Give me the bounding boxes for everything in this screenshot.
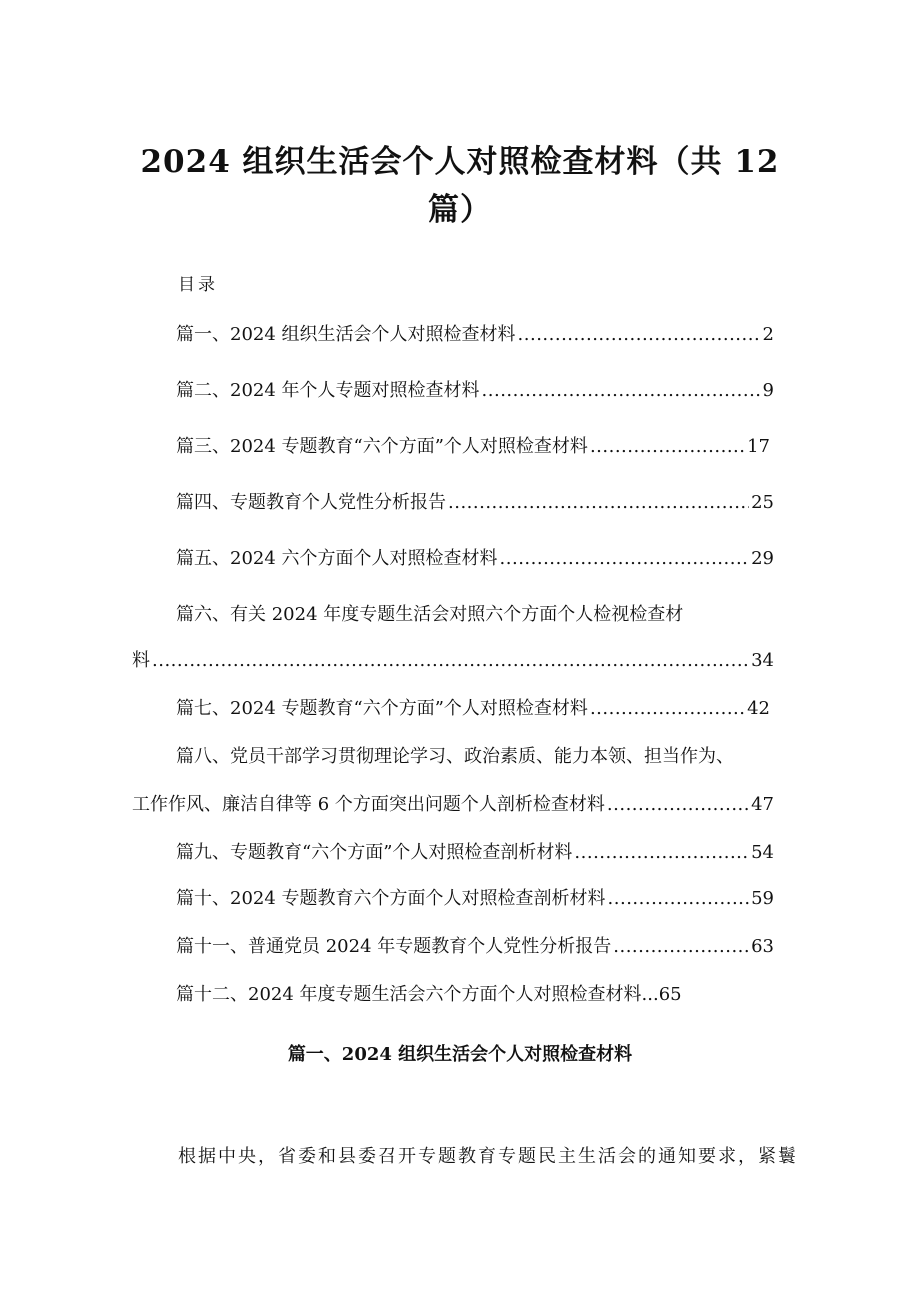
toc-leader-dots bbox=[590, 696, 745, 722]
toc-entry-9[interactable] bbox=[176, 840, 774, 866]
toc-entry-4[interactable] bbox=[176, 490, 774, 516]
toc-entry-page: 9 bbox=[762, 380, 774, 401]
toc-entry-title: 篇三、2024 专题教育“六个方面”个人对照检查材料 bbox=[176, 436, 588, 457]
toc-entry-6-line-2[interactable] bbox=[132, 648, 774, 674]
section-heading: 篇一、2024 组织生活会个人对照检查材料 bbox=[287, 1044, 633, 1065]
toc-entry-title: 篇六、有关 2024 年度专题生活会对照六个方面个人检视检查材 bbox=[176, 604, 684, 625]
toc-entry-title: 篇九、专题教育“六个方面”个人对照检查剖析材料 bbox=[176, 842, 573, 863]
toc-entry-title: 篇七、2024 专题教育“六个方面”个人对照检查材料 bbox=[176, 698, 588, 719]
toc-entry-7[interactable] bbox=[176, 696, 770, 722]
body-paragraph: 根据中央，省委和县委召开专题教育专题民主生活会的通知要求，紧鬟 bbox=[178, 1146, 798, 1167]
toc-leader-dots bbox=[608, 886, 750, 912]
toc-entry-page: 42 bbox=[747, 698, 770, 719]
toc-entry-page: 54 bbox=[751, 842, 774, 863]
toc-entry-5[interactable] bbox=[176, 546, 774, 572]
toc-leader-dots bbox=[607, 792, 749, 818]
toc-entry-8-line-1[interactable] bbox=[176, 744, 734, 770]
title-line-1: 2024 组织生活会个人对照检查材料（共 12 bbox=[140, 144, 780, 180]
toc-entry-page: 59 bbox=[751, 888, 774, 909]
toc-entry-title: 篇十二、2024 年度专题生活会六个方面个人对照检查材料...65 bbox=[176, 984, 682, 1005]
toc-entry-title: 篇四、专题教育个人党性分析报告 bbox=[176, 492, 446, 513]
toc-leader-dots bbox=[518, 322, 761, 348]
toc-entry-title: 篇二、2024 年个人专题对照检查材料 bbox=[176, 380, 480, 401]
toc-entry-page: 34 bbox=[751, 650, 774, 671]
toc-entry-11[interactable] bbox=[176, 934, 774, 960]
toc-entry-1[interactable] bbox=[176, 322, 774, 348]
toc-entry-6-line-1[interactable] bbox=[176, 602, 683, 628]
toc-entry-title-continued: 工作作风、廉洁自律等 6 个方面突出问题个人剖析检查材料 bbox=[132, 794, 605, 815]
toc-entry-title: 篇一、2024 组织生活会个人对照检查材料 bbox=[176, 324, 516, 345]
toc-entry-8-line-2[interactable] bbox=[132, 792, 774, 818]
toc-leader-dots bbox=[590, 434, 745, 460]
toc-leader-dots bbox=[152, 648, 749, 674]
toc-entry-title: 篇十、2024 专题教育六个方面个人对照检查剖析材料 bbox=[176, 888, 606, 909]
toc-entry-title: 篇八、党员干部学习贯彻理论学习、政治素质、能力本领、担当作为、 bbox=[176, 746, 734, 767]
toc-entry-3[interactable] bbox=[176, 434, 770, 460]
toc-entry-page: 47 bbox=[751, 794, 774, 815]
toc-entry-10[interactable] bbox=[176, 886, 774, 912]
toc-entry-2[interactable] bbox=[176, 378, 774, 404]
title-line-2: 篇） bbox=[428, 192, 492, 228]
toc-entry-title: 篇十一、普通党员 2024 年专题教育个人党性分析报告 bbox=[176, 936, 612, 957]
toc-entry-page: 2 bbox=[762, 324, 774, 345]
toc-leader-dots bbox=[613, 934, 749, 960]
toc-entry-12[interactable] bbox=[176, 982, 682, 1008]
toc-leader-dots bbox=[574, 840, 749, 866]
toc-entry-page: 17 bbox=[747, 436, 770, 457]
toc-entry-title: 篇五、2024 六个方面个人对照检查材料 bbox=[176, 548, 498, 569]
toc-entry-page: 29 bbox=[751, 548, 774, 569]
toc-leader-dots bbox=[482, 378, 761, 404]
toc-entry-title-continued: 料 bbox=[132, 650, 150, 671]
toc-leader-dots bbox=[500, 546, 750, 572]
toc-entry-page: 25 bbox=[751, 492, 774, 513]
document-title bbox=[130, 138, 790, 234]
toc-heading: 目录 bbox=[178, 275, 218, 295]
toc-leader-dots bbox=[448, 490, 749, 516]
toc-entry-page: 63 bbox=[751, 936, 774, 957]
